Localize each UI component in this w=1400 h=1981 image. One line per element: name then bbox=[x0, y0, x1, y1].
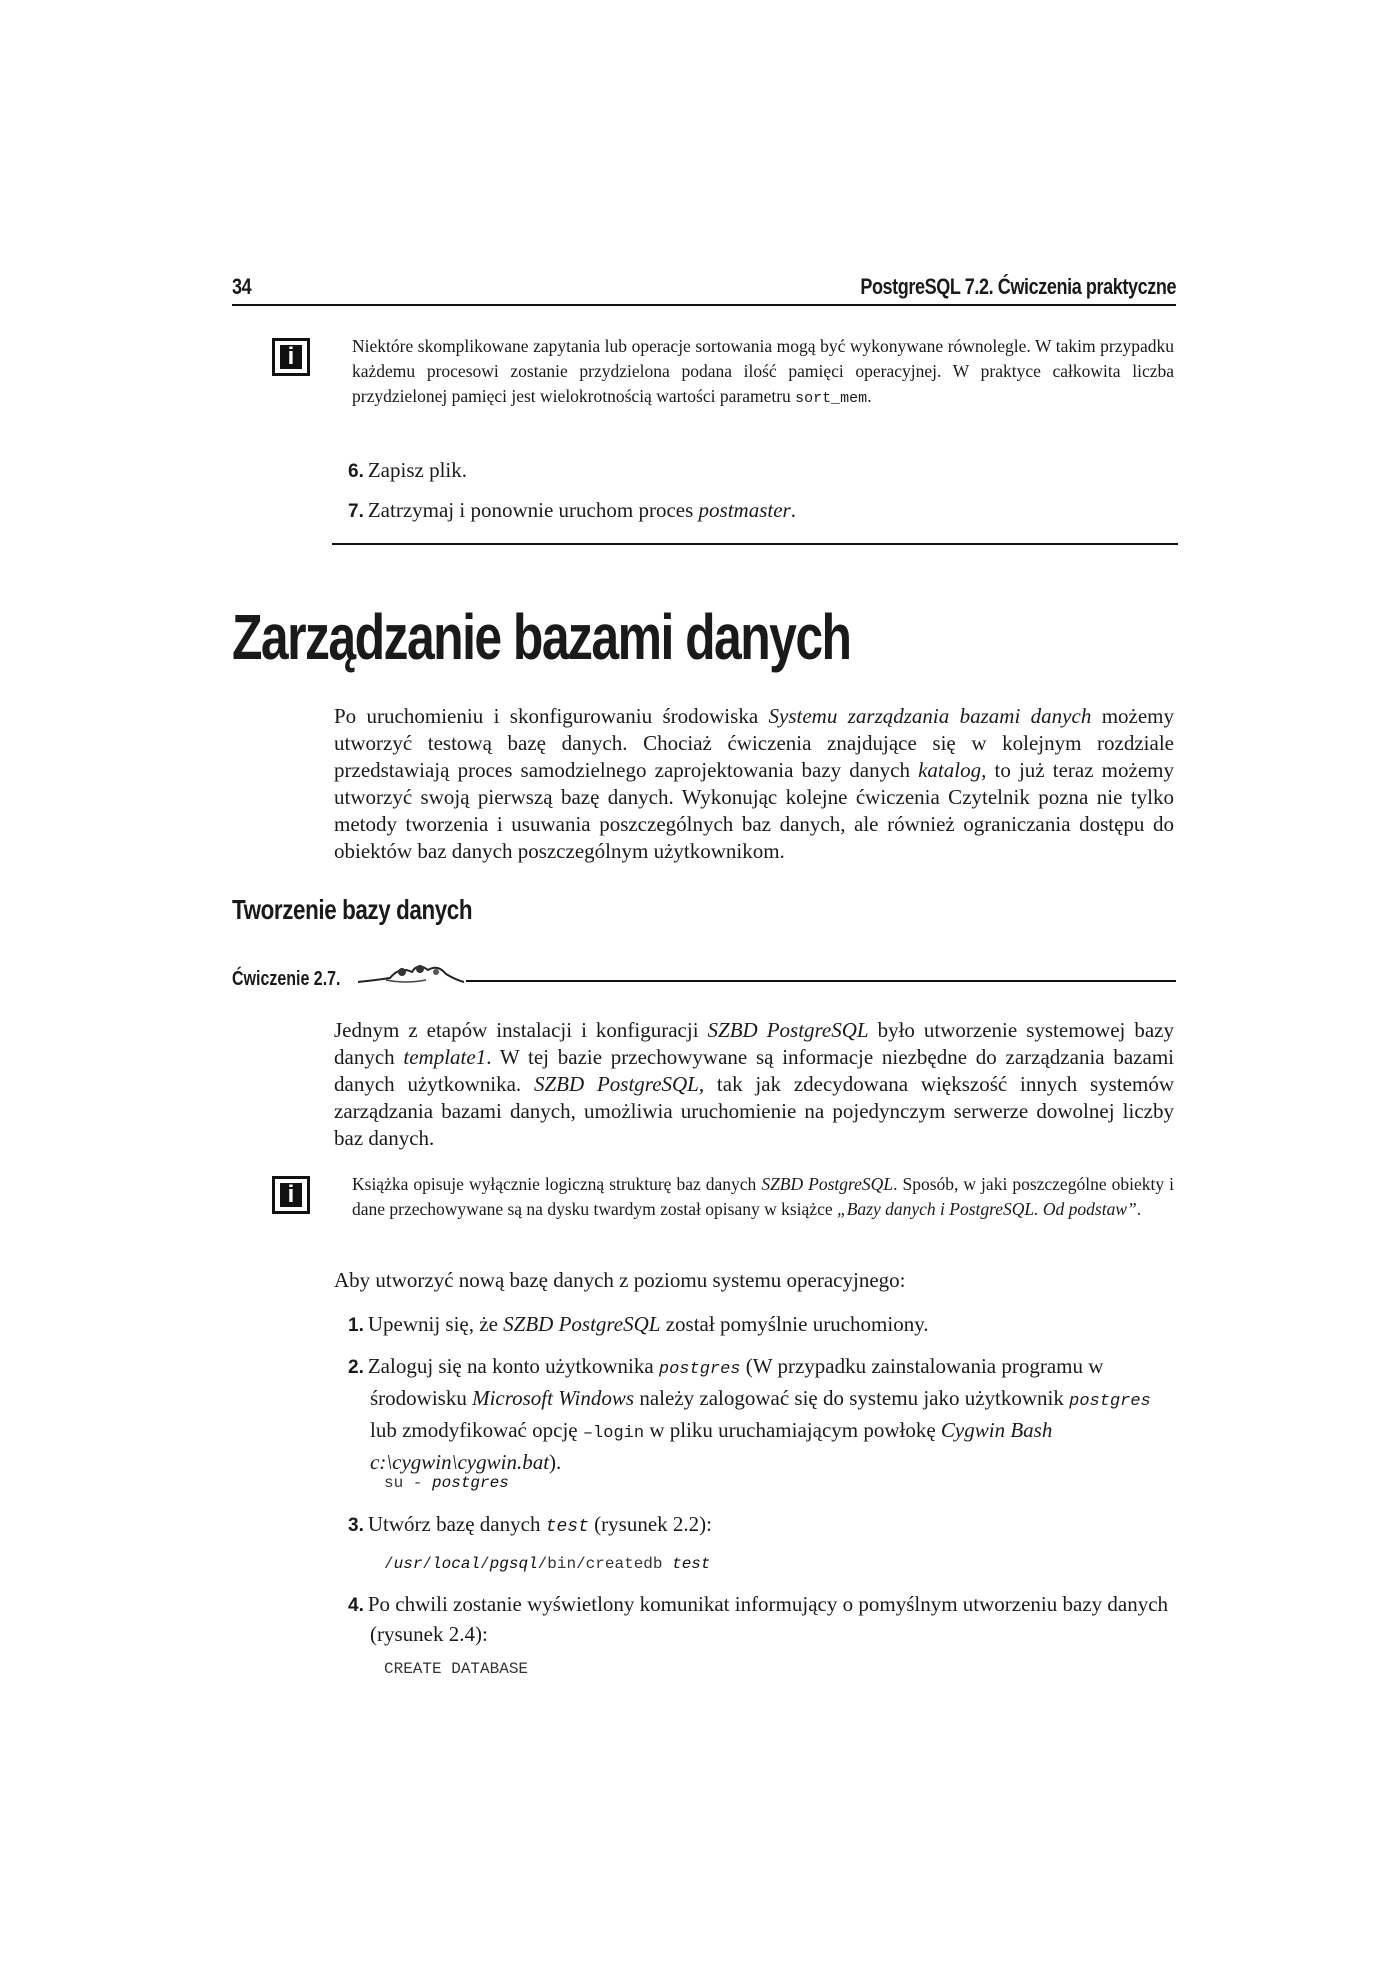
code-su-postgres: su - postgres bbox=[384, 1474, 509, 1492]
step-4: 4. Po chwili zostanie wyświetlony komunikat informujący o pomyślnym utworzeniu bazy danych (rysunek 2.4): bbox=[348, 1592, 1169, 1646]
step-6: 6. Zapisz plik. bbox=[348, 458, 468, 482]
code-postgres: postgres bbox=[658, 1360, 741, 1379]
note-sort-mem: Niektóre skomplikowane zapytania lub operacje sortowania mogą być wykonywane równolegle. W takim przypadku każdemu procesowi zostanie przydzielona podana ilość pamięci operacyjnej. W praktyce całkowita liczba przydzielonej pamięci jest wielokrotnością wartości parametru sort_mem. bbox=[352, 336, 1174, 407]
code-test: test bbox=[545, 1517, 589, 1537]
note-book-reference: Książka opisuje wyłącznie logiczną strukturę baz danych SZBD PostgreSQL. Sposób, w jaki poszczególne obiekty i dane przechowywane są na dysku twardym został opisany w książce „Bazy danych i PostgreSQL. Od podstaw”. bbox=[352, 1174, 1174, 1219]
exercise-rule bbox=[466, 980, 1176, 982]
running-header bbox=[232, 274, 1176, 306]
step-3: 3. Utwórz bazę danych test (rysunek 2.2): bbox=[348, 1512, 712, 1537]
exercise-ornament-icon bbox=[356, 960, 466, 988]
code-login-option: –login bbox=[582, 1424, 645, 1443]
code-sort-mem: sort_mem bbox=[795, 390, 868, 407]
code-postgres: postgres bbox=[1069, 1392, 1151, 1411]
exercise-paragraph: Jednym z etapów instalacji i konfiguracji SZBD PostgreSQL było utworzenie systemowej bazy danych template1. W tej bazie przechowywane są informacje niezbędne do zarządzania bazami danych użytkownika. SZBD PostgreSQL, tak jak zdecydowana większość innych systemów zarządzania bazami danych, umożliwia uruchomienie na pojedynczym serwerze dowolnej liczby baz danych. bbox=[334, 1018, 1174, 1150]
section-divider bbox=[332, 543, 1178, 545]
info-icon: i bbox=[272, 338, 310, 376]
step-2: 2. Zaloguj się na konto użytkownika postgres (W przypadku zainstalowania programu w środowisku Microsoft Windows należy zalogować się do systemu jako użytkownik postgres lub zmodyfikować opcję –login w pliku uruchamiającym powłokę Cygwin Bash c:\cygwin\cygwin.bat). bbox=[348, 1354, 1151, 1474]
code-create-database: CREATE DATABASE bbox=[384, 1660, 529, 1678]
info-icon: i bbox=[272, 1176, 310, 1214]
code-createdb: /usr/local/pgsql/bin/createdb test bbox=[384, 1555, 711, 1573]
section-title: Zarządzanie bazami danych bbox=[232, 601, 851, 673]
steps-intro: Aby utworzyć nową bazę danych z poziomu systemu operacyjnego: bbox=[334, 1268, 906, 1292]
book-title: PostgreSQL 7.2. Ćwiczenia praktyczne bbox=[860, 274, 1176, 299]
page-number: 34 bbox=[232, 274, 252, 299]
step-7: 7. Zatrzymaj i ponownie uruchom proces postmaster. bbox=[348, 498, 796, 522]
exercise-label: Ćwiczenie 2.7. bbox=[232, 968, 341, 990]
subsection-title: Tworzenie bazy danych bbox=[232, 894, 473, 925]
step-1: 1. Upewnij się, że SZBD PostgreSQL został pomyślnie uruchomiony. bbox=[348, 1312, 929, 1336]
intro-paragraph: Po uruchomieniu i skonfigurowaniu środowiska Systemu zarządzania bazami danych możemy utworzyć testową bazę danych. Chociaż ćwiczenia znajdujące się w kolejnym rozdziale przedstawiają proces samodzielnego zaprojektowania bazy danych katalog, to już teraz możemy utworzyć swoją pierwszą bazę danych. Wykonując kolejne ćwiczenia Czytelnik pozna nie tylko metody tworzenia i usuwania poszczególnych baz danych, ale również ograniczania dostępu do obiektów baz danych poszczególnym użytkownikom. bbox=[334, 704, 1175, 863]
